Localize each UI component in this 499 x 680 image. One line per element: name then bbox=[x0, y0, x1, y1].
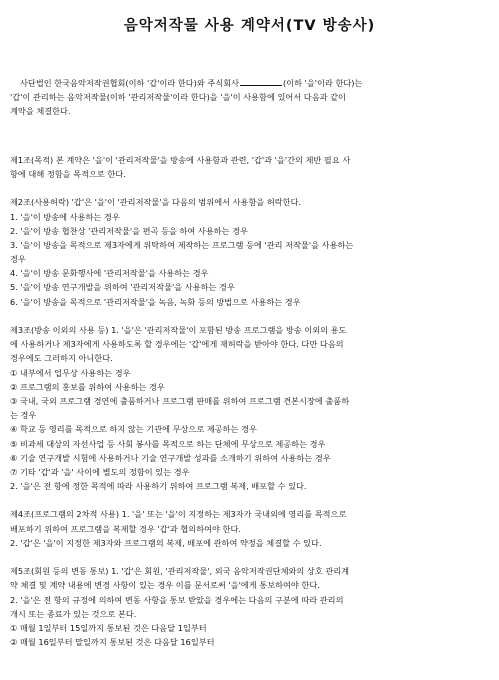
article-5-line: 약 체결 및 계약 내용에 변경 사항이 있는 경우 이를 문서로써 '을'에게 통보하여야 한다. bbox=[10, 580, 320, 591]
article-3-line: ① 내부에서 업무상 사용하는 경우 bbox=[10, 367, 131, 378]
intro-line: 계약을 체결한다. bbox=[10, 106, 71, 117]
article-1-line: 항에 대해 정함을 목적으로 한다. bbox=[10, 168, 126, 179]
intro-line: '갑'이 관리하는 음악저작물(이하 '관리저작물'이라 한다)을 '을'이 사용함에 있어서 다음과 같이 bbox=[10, 92, 346, 103]
article-3-line: 는 경우 bbox=[10, 410, 37, 421]
article-3-line: ② 프로그램의 홍보를 위하여 사용하는 경우 bbox=[10, 381, 165, 392]
article-2-line: 4. '을'이 방송 문화행사에 '관리저작물'을 사용하는 경우 bbox=[10, 268, 209, 279]
document-body bbox=[10, 76, 490, 649]
intro-text: 사단법인 한국음악저작권협회(이하 '갑'이라 한다)와 주식회사 bbox=[20, 78, 240, 88]
article-5-line: 2. '을'은 전 항의 규정에 의하여 변동 사항을 통보 받았을 경우에는 다음의 구분에 따라 관리의 bbox=[10, 594, 344, 605]
document-title: 음악저작물 사용 계약서(TV 방송사) bbox=[123, 18, 376, 34]
spacer bbox=[10, 550, 490, 564]
article-2-line: 제2조(사용허락) '갑'은 '을'이 '관리저작물'을 다음의 범위에서 사용함을 허락한다. bbox=[10, 197, 302, 208]
article-5-line: 제5조(회원 등의 변동 통보) 1. '갑'은 회원, '관리저작물', 외국 음악저작권단체와의 상호 관리계 bbox=[10, 566, 350, 577]
article-4-line: 2. '갑'은 '을'이 지정한 제3자와 프로그램의 복제, 배포에 관하여 약정을 체결할 수 있다. bbox=[10, 537, 322, 548]
article-3-line: ③ 국내, 국외 프로그램 경연에 출품하거나 프로그램 판매를 위하여 프로그램 견본시장에 출품하 bbox=[10, 395, 350, 406]
article-3-line: 에 사용하거나 제3자에게 사용하도록 할 경우에는 '갑'에게 재허락을 받아야 한다. 다만 다음의 bbox=[10, 339, 344, 350]
article-2-line: 6. '을'이 방송을 목적으로 '관리저작물'을 녹음, 녹화 등의 방법으로 사용하는 경우 bbox=[10, 296, 301, 307]
article-3-line: ④ 학교 등 영리를 목적으로 하지 않는 기관에 무상으로 제공하는 경우 bbox=[10, 424, 257, 435]
article-2-line: 경우 bbox=[10, 254, 26, 265]
intro-line bbox=[10, 76, 490, 90]
article-5-line: 개시 또는 종료가 있는 것으로 본다. bbox=[10, 608, 137, 619]
article-3-line: ⑦ 기타 '갑'과 '을' 사이에 별도의 정함이 있는 경우 bbox=[10, 466, 190, 477]
article-2-line: 2. '을'이 방송 협찬상 '관리저작물'을 편곡 등을 하여 사용하는 경우 bbox=[10, 225, 248, 236]
article-2-line: 3. '을'이 방송을 목적으로 제3자에게 위탁하여 제작하는 프로그램 등에 '관리 저작물'을 사용하는 bbox=[10, 239, 354, 250]
article-3-line: 2. '을'은 전 항에 정한 목적에 따라 사용하기 위하여 프로그램 복제, 배포할 수 있다. bbox=[10, 481, 307, 492]
spacer bbox=[10, 139, 490, 153]
spacer bbox=[10, 493, 490, 507]
article-3-line: 제3조(방송 이외의 사용 등) 1. '을'은 '관리저작물'이 포함된 방송 프로그램을 방송 이외의 용도 bbox=[10, 325, 347, 335]
article-4-line: 제4조(프로그램의 2차적 사용) 1. '을' 또는 '을'이 지정하는 제3자가 국내외에 영리를 목적으로 bbox=[10, 509, 347, 520]
company-name-blank bbox=[240, 77, 282, 86]
spacer bbox=[10, 119, 490, 139]
article-2-line: 1. '을'이 방송에 사용하는 경우 bbox=[10, 211, 120, 222]
spacer bbox=[10, 181, 490, 195]
article-5-line: ② 매월 16일부터 말일까지 통보된 것은 다음달 16일부터 bbox=[10, 637, 215, 648]
spacer bbox=[10, 309, 490, 323]
article-3-line: ⑥ 기술 연구개발 시험에 사용하거나 기술 연구개발 성과를 소개하기 위하여 사용하는 경우 bbox=[10, 452, 331, 463]
article-1-line: 제1조(목적) 본 계약은 '을'이 '관리저작물'을 방송에 사용함과 관련, '갑'과 '을'간의 제반 필요 사 bbox=[10, 154, 351, 165]
article-5-line: ① 매월 1일부터 15일까지 통보된 것은 다음달 1일부터 bbox=[10, 622, 207, 633]
article-3-line: 경우에도 그러하지 아니한다. bbox=[10, 353, 113, 364]
article-3-line: ⑤ 비과세 대상의 자선사업 등 사회 봉사를 목적으로 하는 단체에 무상으로 제공하는 경우 bbox=[10, 438, 326, 449]
intro-text: (이하 '을'이라 한다)는 bbox=[283, 78, 363, 88]
article-4-line: 배포하기 위하여 프로그램을 복제할 경우 '갑'과 협의하여야 한다. bbox=[10, 523, 241, 534]
article-2-line: 5. '을'이 방송 연구개발을 위하여 '관리저작물'을 사용하는 경우 bbox=[10, 282, 235, 293]
